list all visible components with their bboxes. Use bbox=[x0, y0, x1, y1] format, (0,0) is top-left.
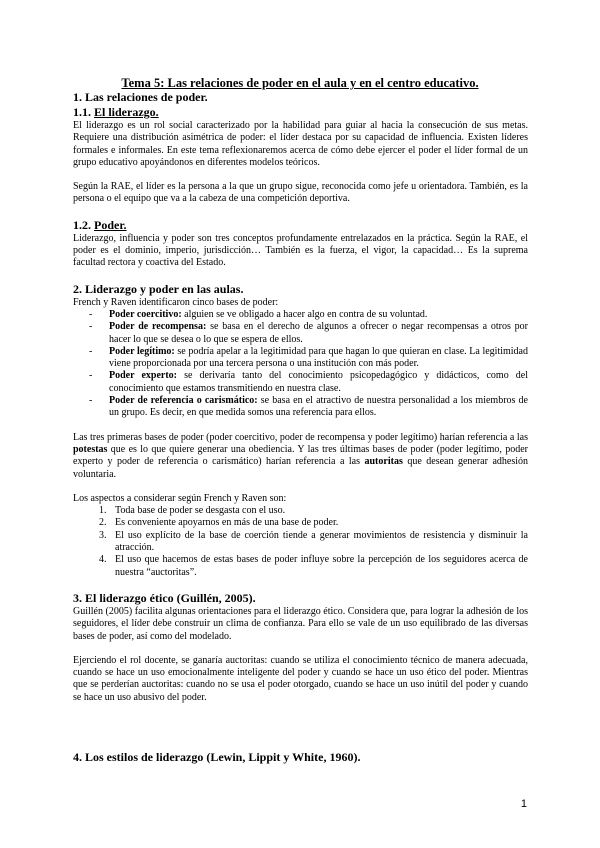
subsection-1-1-label: El liderazgo. bbox=[94, 105, 159, 119]
text-run: que es lo que quiere generar una obediencia. Y las tres últimas bases de poder (poder legítimo, poder experto y poder de referencia o carismático) harían referencia a las bbox=[73, 443, 528, 468]
aspects-list bbox=[73, 505, 528, 579]
list-item-text: alguien se ve obligado a hacer algo en contra de su voluntad. bbox=[181, 308, 428, 320]
term-potestas: potestas bbox=[73, 443, 108, 455]
paragraph-french-raven-intro: French y Raven identificaron cinco bases de poder: bbox=[73, 296, 279, 308]
list-item: 4. El uso que hacemos de estas bases de poder influye sobre la percepción de los seguidores acerca de nuestra “auctoritas”. bbox=[109, 554, 528, 579]
subsection-1-2-heading bbox=[73, 218, 528, 233]
subsection-1-1-number: 1.1. bbox=[73, 105, 91, 119]
section-3-heading: 3. El liderazgo ético (Guillén, 2005). bbox=[73, 590, 256, 605]
paragraph-aspects-intro: Los aspectos a considerar según French y Raven son: bbox=[73, 492, 287, 504]
list-item-term: Poder de recompensa: bbox=[109, 321, 207, 333]
list-item-text: se derivaría tanto del conocimiento psicopedagógico y didácticos, como del conocimiento que estamos transmitiendo en nuestra clase. bbox=[109, 370, 529, 394]
page-number: 1 bbox=[520, 798, 527, 810]
list-item-term: Poder experto: bbox=[109, 370, 177, 382]
list-item-text: se podría apelar a la legitimidad para que hagan lo que quieran en clase. La legitimidad viene proporcionada por una tercera persona o una institución con más poder. bbox=[109, 345, 528, 370]
section-2-heading: 2. Liderazgo y poder en las aulas. bbox=[73, 281, 244, 296]
paragraph-poder: Liderazgo, influencia y poder son tres conceptos profundamente entrelazados en la práctica. Según la RAE, el poder es el dominio, imperio, jurisdicción… También es la fuerza, el vigor, la capacidad… Es la suprema facultad rectora y coactiva del Estado. bbox=[73, 232, 528, 269]
paragraph-rae-lider: Según la RAE, el líder es la persona a la que un grupo sigue, reconocida como jefe u orientadora. También, es la persona o el equipo que va a la cabeza de una competición deportiva. bbox=[73, 181, 528, 205]
document-body bbox=[73, 90, 528, 765]
subsection-1-1-heading bbox=[73, 105, 528, 120]
list-item bbox=[109, 395, 528, 420]
list-item: 1. Toda base de poder se desgasta con el uso. bbox=[109, 505, 528, 517]
list-item bbox=[109, 309, 528, 321]
paragraph-auctoritas: Ejerciendo el rol docente, se ganaría auctoritas: cuando se utiliza el conocimiento técnico de manera adecuada, cuando se hace un uso emocionalmente inteligente del poder y cuando se hace un uso ético del poder. Mientras que se perderían auctoritas: cuando no se usa el poder otorgado, cuando se hace un uso inútil del poder y cuando se hace un uso abusivo del poder. bbox=[73, 654, 528, 703]
paragraph-guillen: Guillén (2005) facilita algunas orientaciones para el liderazgo ético. Considera que, para lograr la adhesión de los seguidores, el líder debe construir un clima de confianza. Para ello se vale de un uso equilibrado de las diversas bases de poder, así como del modelado. bbox=[73, 605, 528, 642]
power-bases-list bbox=[73, 309, 528, 420]
section-4-heading: 4. Los estilos de liderazgo (Lewin, Lippit y White, 1960). bbox=[73, 749, 361, 764]
list-item: 2. Es conveniente apoyarnos en más de una base de poder. bbox=[109, 517, 528, 529]
subsection-1-2-label: Poder. bbox=[94, 217, 127, 232]
list-item-term: Poder coercitivo: bbox=[109, 308, 182, 320]
list-item bbox=[109, 370, 528, 395]
list-item-term: Poder de referencia o carismático: bbox=[109, 395, 258, 407]
list-item bbox=[109, 346, 528, 371]
text-run: que desean generar adhesión voluntaria. bbox=[73, 456, 528, 480]
document-title: Tema 5: Las relaciones de poder en el aula y en el centro educativo. bbox=[121, 76, 479, 90]
text-run: Las tres primeras bases de poder (poder coercitivo, poder de recompensa y poder legítimo) harían referencia a las bbox=[73, 431, 528, 443]
list-item-text: se basa en el atractivo de nuestra personalidad a los miembros de un grupo. Es decir, en que medida somos una referencia para ellos. bbox=[109, 395, 528, 419]
list-item bbox=[109, 321, 528, 346]
section-1-heading: 1. Las relaciones de poder. bbox=[73, 90, 208, 104]
list-item: 3. El uso explícito de la base de coerción tiende a generar movimientos de resistencia y disminuir la atracción. bbox=[109, 530, 528, 555]
list-item-text: se basa en el derecho de algunos a ofrecer o negar recompensas a otros por hacer lo que se desea o lo que se espera de ellos. bbox=[109, 321, 529, 345]
list-item-term: Poder legítimo: bbox=[109, 345, 175, 357]
subsection-1-2-number: 1.2. bbox=[73, 217, 91, 232]
term-autoritas: autoritas bbox=[364, 456, 403, 468]
paragraph-potestas-autoritas bbox=[73, 432, 528, 481]
paragraph-liderazgo: El liderazgo es un rol social caracterizado por la habilidad para guiar al hacia la consecución de sus metas. Requiere una distribución asimétrica de poder: el líder destaca por su capacidad de influencia. Existen líderes formales e informales. En este tema reflexionaremos acerca de cómo debe ejercer el poder el líder formal de un grupo educativo apoyándonos en diferentes modelos teóricos. bbox=[73, 120, 528, 168]
